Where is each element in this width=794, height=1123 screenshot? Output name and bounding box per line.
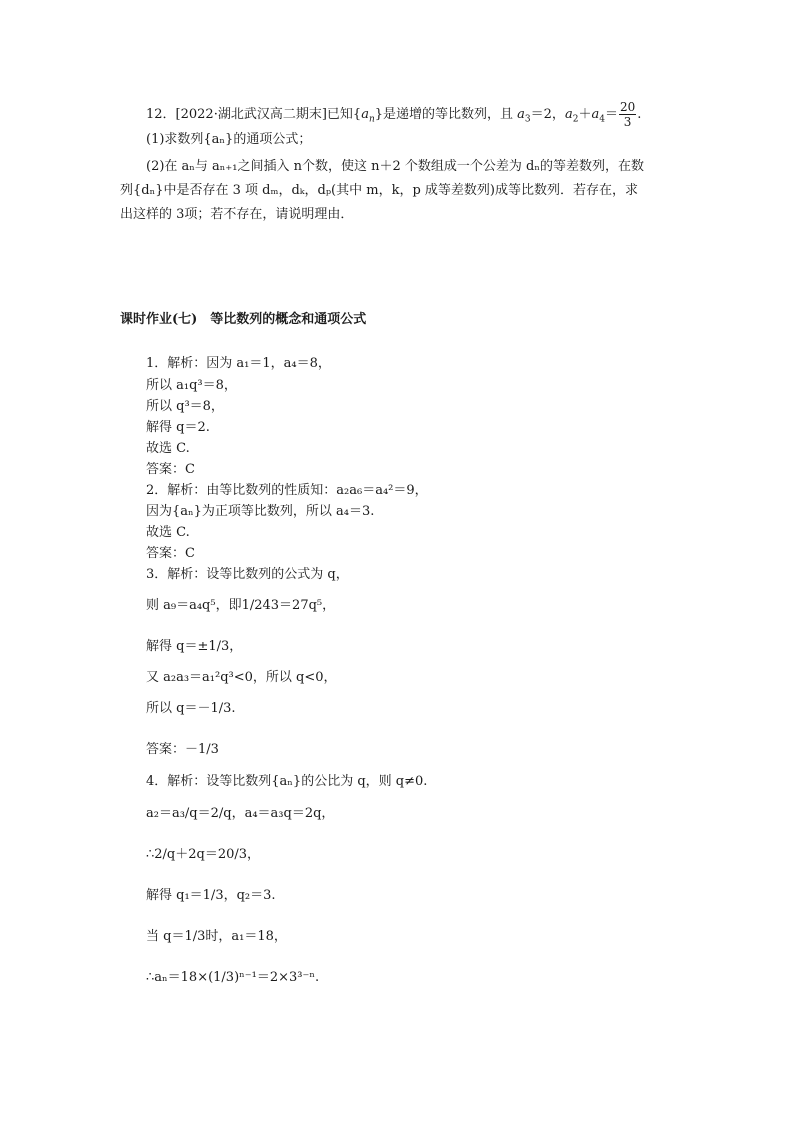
answer-line: 故选 C.	[146, 441, 190, 456]
answer-line: 所以 q＝－1/3.	[146, 701, 236, 716]
answer-line: 解得 q＝±1/3，	[146, 639, 243, 654]
answer-line: 所以 a₁q³＝8，	[146, 378, 237, 393]
problem-12-part-2-line-1: (2)在 aₙ与 aₙ₊₁之间插入 n个数，使这 n＋2 个数组成一个公差为 dₙ的等差数列，在数	[146, 159, 644, 174]
answer-line: 解得 q₁＝1/3，q₂＝3.	[146, 888, 276, 903]
problem-12-part-2-line-2: 列{dₙ}中是否存在 3 项 dₘ，dₖ，dₚ(其中 m，k，p 成等差数列)成等比数列．若存在，求	[120, 183, 638, 198]
answer-line: 因为{aₙ}为正项等比数列，所以 a₄＝3.	[146, 504, 375, 519]
answer-line: 解得 q＝2.	[146, 420, 210, 435]
answer-line: ∴aₙ＝18×(1/3)ⁿ⁻¹＝2×3³⁻ⁿ.	[146, 970, 320, 985]
answer-line: 又 a₂a₃＝a₁²q³<0，所以 q<0，	[146, 670, 337, 685]
answer-line: 当 q＝1/3时，a₁＝18，	[146, 929, 287, 944]
answer-line: a₂＝a₃/q＝2/q，a₄＝a₃q＝2q，	[146, 806, 335, 821]
answer-line: 则 a₉＝a₄q⁵，即1/243＝27q⁵，	[146, 598, 336, 613]
problem-12-part-1: (1)求数列{aₙ}的通项公式；	[146, 132, 312, 147]
answer-line: 故选 C.	[146, 525, 190, 540]
answer-line: 所以 q³＝8，	[146, 399, 224, 414]
section-title: 课时作业(七) 等比数列的概念和通项公式	[120, 312, 367, 327]
answer-line: 4．解析：设等比数列{aₙ}的公比为 q，则 q≠0.	[146, 774, 428, 789]
answer-line: 答案：C	[146, 546, 195, 561]
answer-line: 答案：C	[146, 462, 195, 477]
answer-line: 1．解析：因为 a₁＝1，a₄＝8，	[146, 356, 331, 371]
fraction-20-3: $\frac{20}{3}$	[619, 100, 636, 129]
problem-12-part-2-line-3: 出这样的 3项；若不存在，请说明理由．	[120, 207, 354, 222]
answer-line: 2．解析：由等比数列的性质知：a₂a₆＝a₄²＝9，	[146, 483, 428, 498]
answer-line: 3．解析：设等比数列的公式为 q，	[146, 567, 349, 582]
answer-line: ∴2/q＋2q＝20/3，	[146, 847, 261, 862]
answer-line: 答案：－1/3	[146, 742, 219, 757]
problem-12-statement: 12．[2022·湖北武汉高二期末]已知$\{a_n\}$是递增的等比数列，且 $a_3=2$，$a_2+a_4=$ $\frac{20}{3}$ .	[146, 100, 642, 129]
